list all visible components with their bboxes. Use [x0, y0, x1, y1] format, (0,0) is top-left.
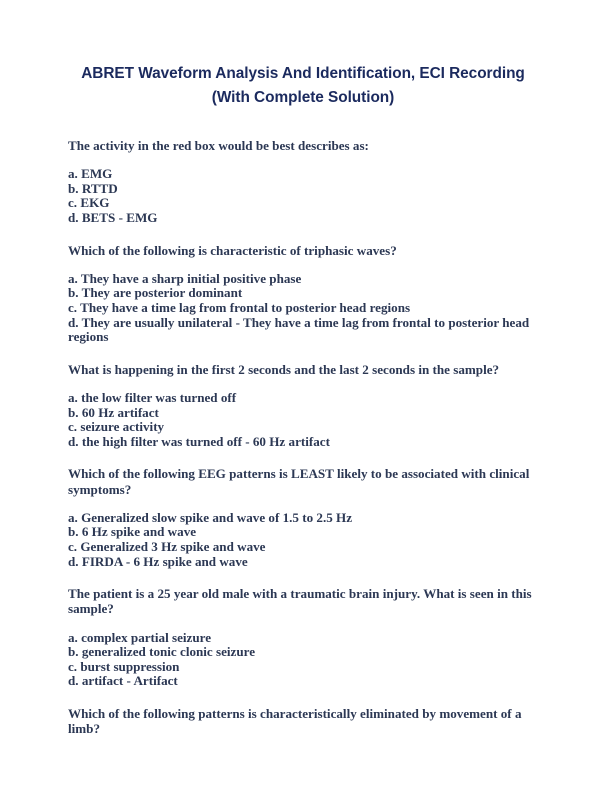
answer-option[interactable]: d. artifact - Artifact	[68, 673, 178, 689]
answer-option[interactable]: a. EMG	[68, 166, 113, 182]
answer-option-list	[68, 272, 538, 345]
answer-option[interactable]: d. BETS - EMG	[68, 209, 158, 225]
question-list	[0, 138, 606, 736]
answer-option-list	[68, 511, 538, 569]
question-prompt: The activity in the red box would be best describes as:	[68, 138, 369, 153]
question-block	[68, 706, 538, 736]
answer-option[interactable]: b. 6 Hz spike and wave	[68, 524, 197, 540]
answer-option[interactable]: c. seizure activity	[68, 419, 165, 435]
answer-option[interactable]: d. the high filter was turned off - 60 Hz artifact	[68, 433, 330, 449]
answer-option[interactable]: c. They have a time lag from frontal to posterior head regions	[68, 299, 411, 315]
answer-option[interactable]: c. burst suppression	[68, 658, 180, 674]
answer-option[interactable]: b. generalized tonic clonic seizure	[68, 644, 256, 660]
question-prompt: Which of the following EEG patterns is LEAST likely to be associated with clinical symptoms?	[68, 466, 530, 497]
question-block	[68, 466, 538, 569]
question-block	[68, 243, 538, 345]
answer-option[interactable]: b. RTTD	[68, 180, 118, 196]
page-title: ABRET Waveform Analysis And Identification, ECI Recording (With Complete Solution)	[81, 65, 525, 106]
answer-option[interactable]: b. They are posterior dominant	[68, 285, 243, 301]
question-block	[68, 362, 538, 450]
answer-option-list	[68, 391, 538, 449]
answer-option[interactable]: a. complex partial seizure	[68, 629, 212, 645]
question-prompt: Which of the following is characteristic of triphasic waves?	[68, 242, 397, 258]
answer-option[interactable]: c. Generalized 3 Hz spike and wave	[68, 538, 266, 554]
question-prompt: Which of the following patterns is characteristically eliminated by movement of a limb?	[68, 705, 522, 737]
question-prompt: What is happening in the first 2 seconds and the last 2 seconds in the sample?	[68, 361, 500, 377]
answer-option[interactable]: d. FIRDA - 6 Hz spike and wave	[68, 553, 248, 569]
answer-option[interactable]: d. They are usually unilateral - They have a time lag from frontal to posterior head regions	[68, 314, 530, 345]
answer-option-list	[68, 631, 538, 689]
answer-option-list	[68, 167, 538, 225]
answer-option[interactable]: a. They have a sharp initial positive phase	[68, 270, 302, 286]
question-block	[68, 138, 538, 226]
answer-option[interactable]: a. the low filter was turned off	[68, 389, 237, 405]
question-prompt: The patient is a 25 year old male with a traumatic brain injury. What is seen in this sample?	[68, 586, 532, 617]
answer-option[interactable]: a. Generalized slow spike and wave of 1.5 to 2.5 Hz	[68, 509, 353, 525]
answer-option[interactable]: c. EKG	[68, 195, 110, 211]
answer-option[interactable]: b. 60 Hz artifact	[68, 404, 159, 420]
question-block	[68, 586, 538, 689]
